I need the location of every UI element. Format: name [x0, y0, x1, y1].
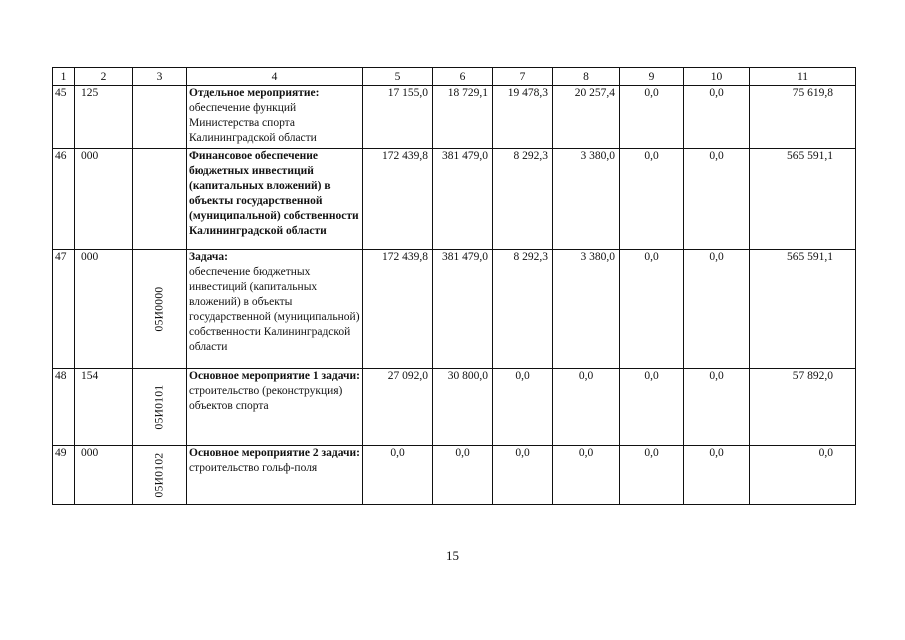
row-value-8: 0,0: [553, 446, 620, 505]
row-value-8: 3 380,0: [553, 250, 620, 369]
row-code-3: [133, 369, 187, 446]
header-cell: 8: [553, 68, 620, 86]
row-value-5: 27 092,0: [363, 369, 433, 446]
row-code-3-text: 05И0101: [153, 384, 165, 430]
row-value-7: 8 292,3: [493, 149, 553, 250]
row-code-2: 125: [75, 86, 133, 149]
row-value-9: 0,0: [620, 86, 684, 149]
row-value-11: 0,0: [750, 446, 856, 505]
header-cell: 2: [75, 68, 133, 86]
row-description-title: Финансовое обеспечение бюджетных инвестиций (капитальных вложений) в объекты государственной (муниципальной) собственности Калининградской области: [189, 150, 359, 237]
row-value-9: 0,0: [620, 250, 684, 369]
row-code-3: [133, 446, 187, 505]
row-description-title: Основное мероприятие 2 задачи:: [189, 447, 360, 459]
table-row: [53, 250, 856, 369]
row-code-3: [133, 250, 187, 369]
row-value-5: 172 439,8: [363, 149, 433, 250]
row-value-6: 381 479,0: [433, 250, 493, 369]
row-code-2: 000: [75, 250, 133, 369]
row-description-body: строительство гольф-поля: [189, 462, 318, 474]
row-code-2: 000: [75, 446, 133, 505]
table-row: [53, 86, 856, 149]
row-value-10: 0,0: [684, 86, 750, 149]
header-cell: 5: [363, 68, 433, 86]
row-description: [187, 86, 363, 149]
row-description-body: обеспечение бюджетных инвестиций (капитальных вложений) в объекты государственной (муниципальной) собственности Калининградской области: [189, 266, 360, 353]
row-description-title: Основное мероприятие 1 задачи:: [189, 370, 360, 382]
row-value-6: 30 800,0: [433, 369, 493, 446]
row-value-7: 8 292,3: [493, 250, 553, 369]
row-description-body: строительство (реконструкция) объектов спорта: [189, 385, 343, 412]
row-value-5: 17 155,0: [363, 86, 433, 149]
row-code-3-text: 05И0000: [153, 286, 165, 332]
row-value-6: 381 479,0: [433, 149, 493, 250]
header-cell: 4: [187, 68, 363, 86]
header-cell: 1: [53, 68, 75, 86]
row-value-10: 0,0: [684, 250, 750, 369]
row-description: [187, 250, 363, 369]
row-description-body: обеспечение функций Министерства спорта Калининградской области: [189, 102, 317, 144]
row-code-3: [133, 149, 187, 250]
row-number: 49: [53, 446, 75, 505]
row-value-7: 0,0: [493, 369, 553, 446]
row-number: 47: [53, 250, 75, 369]
row-value-11: 57 892,0: [750, 369, 856, 446]
budget-table: [52, 67, 856, 505]
row-code-3-text: 05И0102: [153, 452, 165, 498]
row-number: 45: [53, 86, 75, 149]
row-value-10: 0,0: [684, 446, 750, 505]
row-description: [187, 446, 363, 505]
header-cell: 6: [433, 68, 493, 86]
row-value-5: 172 439,8: [363, 250, 433, 369]
row-value-10: 0,0: [684, 369, 750, 446]
row-code-2: 000: [75, 149, 133, 250]
row-value-8: 0,0: [553, 369, 620, 446]
header-cell: 10: [684, 68, 750, 86]
row-description: [187, 149, 363, 250]
header-cell: 11: [750, 68, 856, 86]
table-header-row: [53, 68, 856, 86]
row-value-9: 0,0: [620, 369, 684, 446]
row-value-11: 75 619,8: [750, 86, 856, 149]
row-value-6: 0,0: [433, 446, 493, 505]
row-description: [187, 369, 363, 446]
row-value-6: 18 729,1: [433, 86, 493, 149]
header-cell: 7: [493, 68, 553, 86]
row-value-5: 0,0: [363, 446, 433, 505]
row-number: 48: [53, 369, 75, 446]
row-value-9: 0,0: [620, 446, 684, 505]
page-number: 15: [446, 548, 459, 563]
row-number: 46: [53, 149, 75, 250]
table-row: [53, 446, 856, 505]
row-value-8: 20 257,4: [553, 86, 620, 149]
row-value-7: 0,0: [493, 446, 553, 505]
table-row: [53, 149, 856, 250]
row-code-3: [133, 86, 187, 149]
header-cell: 9: [620, 68, 684, 86]
row-description-title: Задача:: [189, 251, 228, 263]
row-description-title: Отдельное мероприятие:: [189, 87, 320, 99]
row-value-9: 0,0: [620, 149, 684, 250]
row-value-11: 565 591,1: [750, 149, 856, 250]
row-value-10: 0,0: [684, 149, 750, 250]
row-value-11: 565 591,1: [750, 250, 856, 369]
row-value-7: 19 478,3: [493, 86, 553, 149]
table-row: [53, 369, 856, 446]
row-code-2: 154: [75, 369, 133, 446]
header-cell: 3: [133, 68, 187, 86]
row-value-8: 3 380,0: [553, 149, 620, 250]
